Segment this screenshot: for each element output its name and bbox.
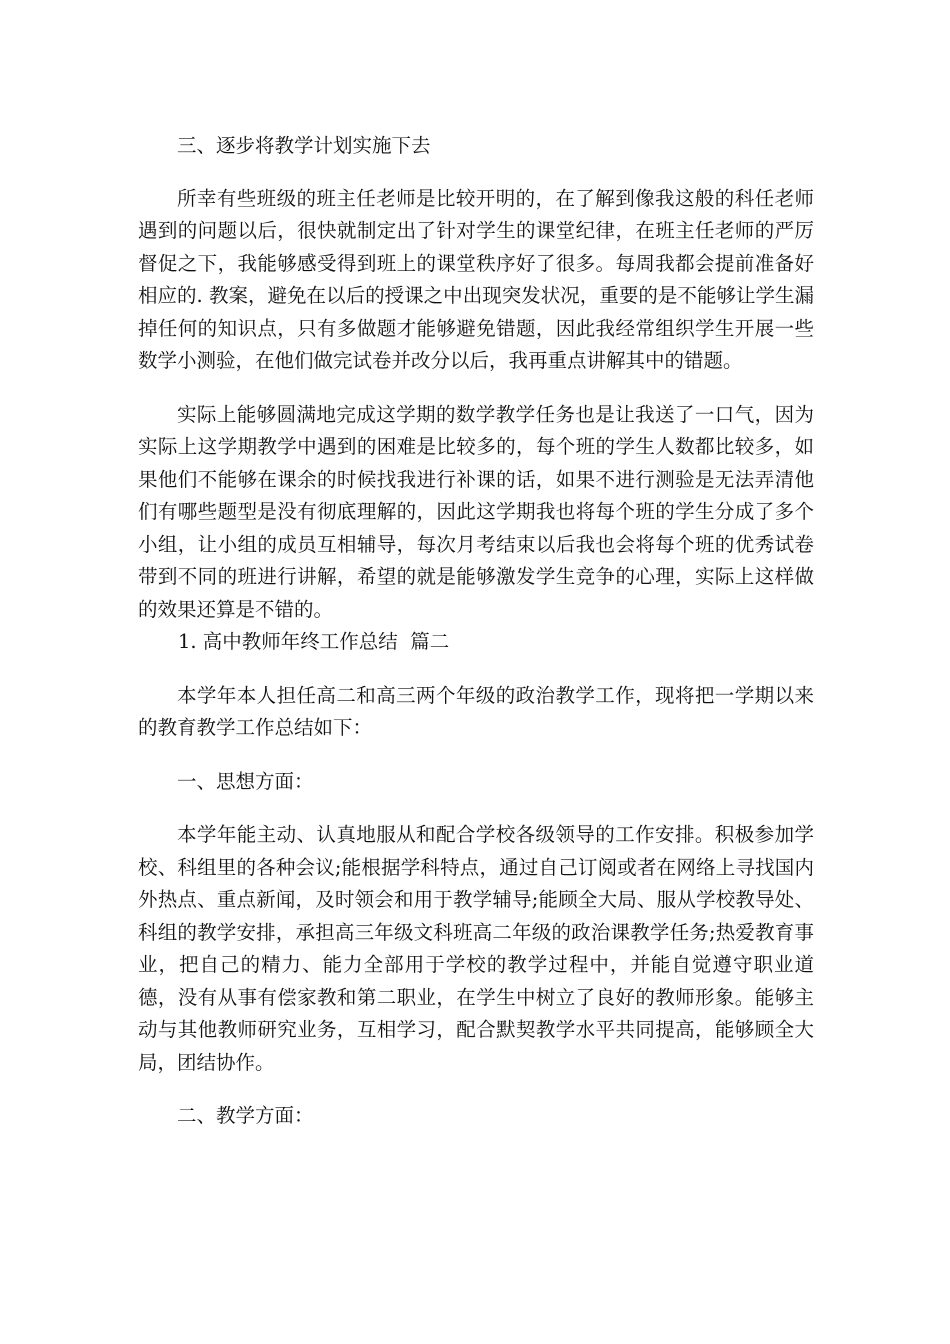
section-title: 1. 高中教师年终工作总结 篇二 [178,630,450,653]
paragraph-2: 实际上能够圆满地完成这学期的数学教学任务也是让我送了一口气，因为实际上这学期教学中遇到的困难是比较多的，每个班的学生人数都比较多，如果他们不能够在课余的时候找我进行补课的话，如果不进行测验是无法弄清他们有哪些题型是没有彻底理解的，因此这学期我也将每个班的学生分成了多个小组，让小组的成员互相辅导，每次月考结束以后我也会将每个班的优秀试卷带到不同的班进行讲解，希望的就是能够激发学生竞争的心理，实际上这样做的效果还算是不错的。 [138,402,814,621]
heading-teaching: 二、教学方面： [177,1104,314,1127]
heading-ideology: 一、思想方面： [177,769,314,793]
document-page [138,130,814,1133]
paragraph-3: 本学年能主动、认真地服从和配合学校各级领导的工作安排。积极参加学校、科组里的各种会议;能根据学科特点，通过自己订阅或者在网络上寻找国内外热点、重点新闻，及时领会和用于教学辅导;能顾全大局、服从学校教导处、科组的教学安排，承担高三年级文科班高二年级的政治课教学任务;热爱教育事业，把自己的精力、能力全部用于学校的教学过程中，并能自觉遵守职业道德，没有从事有偿家教和第二职业，在学生中树立了良好的教师形象。能够主动与其他教师研究业务，互相学习，配合默契教学水平共同提高，能够顾全大局，团结协作。 [138,823,814,1074]
paragraph-1: 所幸有些班级的班主任老师是比较开明的，在了解到像我这般的科任老师遇到的问题以后，很快就制定出了针对学生的课堂纪律，在班主任老师的严厉督促之下，我能够感受得到班上的课堂秩序好了很多。每周我都会提前准备好相应的. 教案，避免在以后的授课之中出现突发状况，重要的是不能够让学生漏掉任何的知识点，只有多做题才能够避免错题，因此我经常组织学生开展一些数学小测验，在他们做完试卷并改分以后，我再重点讲解其中的错题。 [138,186,814,372]
intro-paragraph: 本学年本人担任高二和高三两个年级的政治教学工作，现将把一学期以来的教育教学工作总结如下： [138,683,814,739]
section-heading-3: 三、逐步将教学计划实施下去 [177,134,431,157]
